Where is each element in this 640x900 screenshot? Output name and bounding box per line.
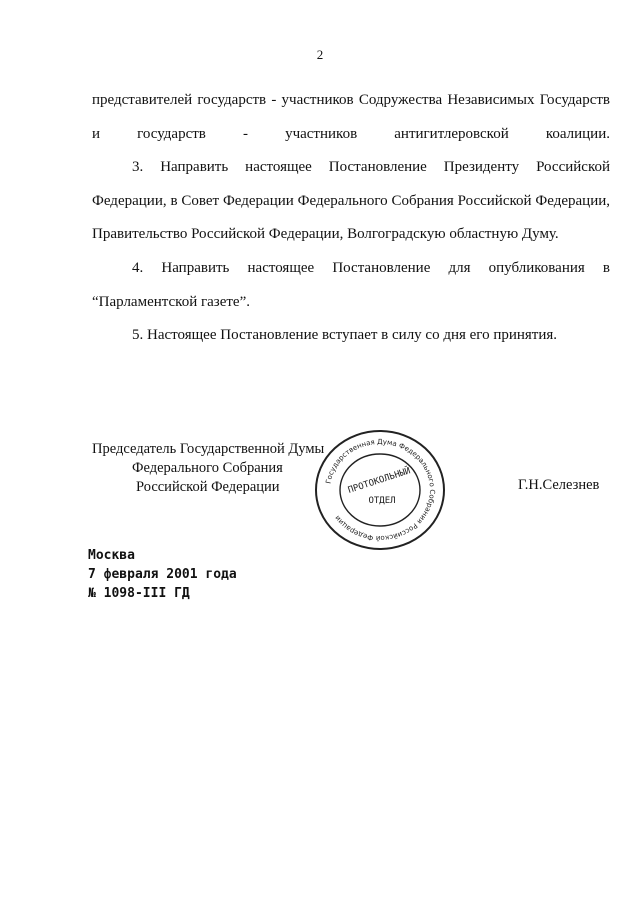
paragraph-item-3 <box>92 151 610 252</box>
text-line: Государств и государств - участников антигитлеровской коалиции. <box>92 92 611 142</box>
page-number: 2 <box>316 47 324 62</box>
text-line: “Парламентской газете”. <box>92 293 250 310</box>
signatory-name: Г.Н.Селезнев <box>518 477 600 493</box>
paragraph-continuation <box>92 84 610 151</box>
signatory-position-line: Федерального Собрания <box>132 460 283 476</box>
body-text <box>92 84 610 353</box>
text-line: Федерации, Правительство Российской Федерации, Волгоградскую <box>92 192 611 243</box>
document-number: № 1098-III ГД <box>88 586 190 601</box>
text-line: 3. Направить настоящее Постановление Президенту Российской <box>132 159 610 176</box>
signatory-position-line: Российской Федерации <box>136 479 280 495</box>
stamp-center-top: ПРОТОКОЛЬНЫЙ <box>346 466 412 496</box>
stamp-center-bottom: ОТДЕЛ <box>368 496 396 506</box>
official-stamp <box>310 425 450 555</box>
text-line: Федерации, в Совет Федерации Федерального Собрания Российской <box>92 192 532 209</box>
text-line: 4. Направить настоящее Постановление для опубликования в <box>132 259 610 276</box>
text-line: представителей государств - участников Содружества Независимых <box>92 92 535 108</box>
date: 7 февраля 2001 года <box>88 567 237 582</box>
text-line: 5. Настоящее Постановление вступает в силу со дня его принятия. <box>132 327 558 344</box>
text-line: областную Думу. <box>449 226 559 243</box>
stamp-outer-text: Государственная Дума Федерального Собрания Российской Федерации <box>324 437 437 543</box>
paragraph-item-5 <box>92 319 610 353</box>
city: Москва <box>88 548 135 563</box>
paragraph-item-4 <box>92 252 610 319</box>
document-meta <box>88 546 237 603</box>
signatory-position-line: Председатель Государственной Думы <box>92 441 325 457</box>
stamp-outer-ring <box>316 431 444 549</box>
